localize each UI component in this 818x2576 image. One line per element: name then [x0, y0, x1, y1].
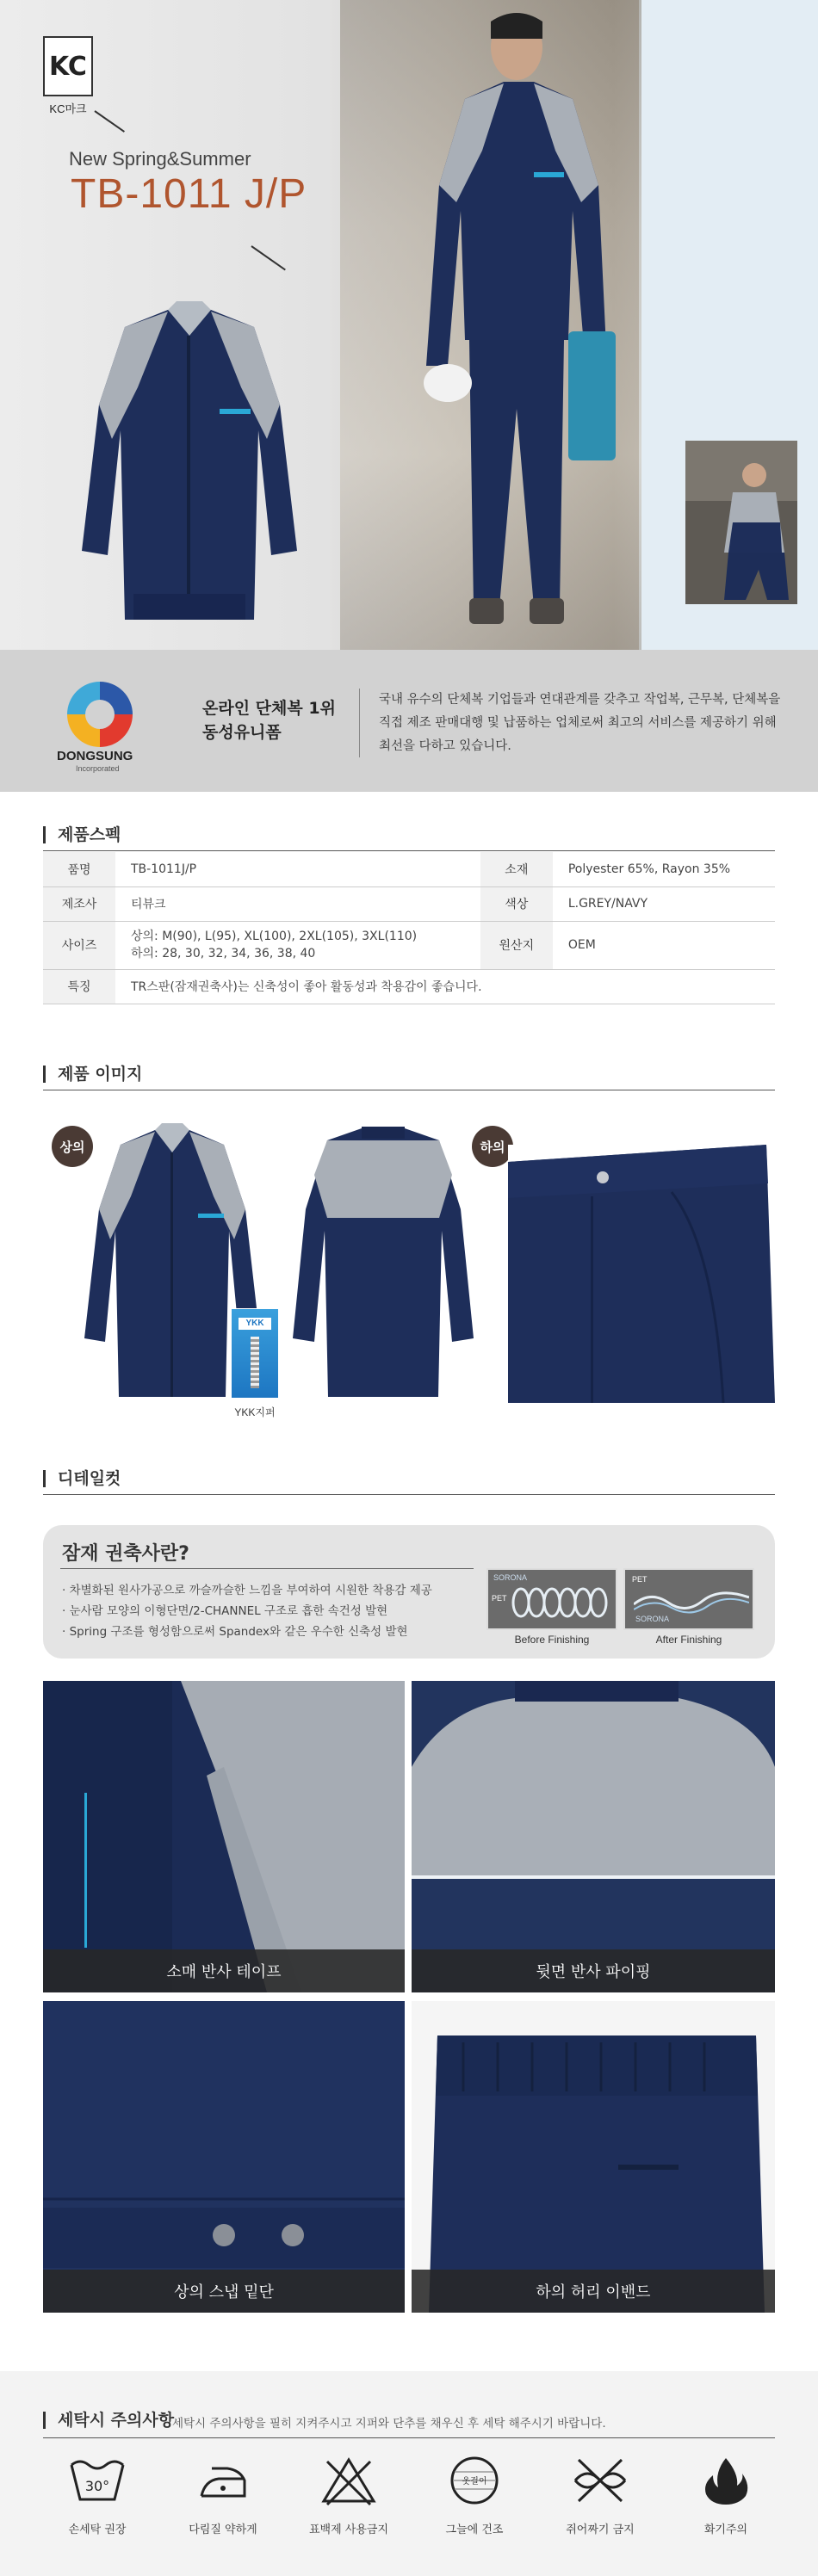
spec-label: 소재: [480, 852, 553, 886]
pants-product: [508, 1145, 775, 1403]
brand-description: 국내 유수의 단체복 기업들과 연대관계를 갖추고 작업복, 근무복, 단체복을 직접 제조 판매대행 및 납품하는 업체로써 최고의 서비스를 제공하기 위해 최선을 다하고 있습니다.: [379, 693, 781, 753]
jacket-front-image: [65, 301, 314, 633]
detail-photo-sleeve: [43, 1681, 405, 1992]
spec-table: [43, 852, 775, 1004]
care-item-shade-dry: [427, 2455, 522, 2536]
spec-value: TB-1011J/P: [115, 852, 480, 886]
kc-logo: KC: [43, 36, 93, 96]
spec-label: 품명: [43, 852, 115, 886]
care-title-rule: [43, 2437, 775, 2438]
ykk-logo: YKK: [239, 1318, 271, 1330]
kc-caption: KC마크: [49, 102, 87, 115]
ykk-caption: YKK지퍼: [234, 1406, 276, 1418]
care-item-no-wring: [553, 2455, 648, 2536]
detail-section-title: 디테일컷: [43, 1470, 121, 1487]
spec-label: 색상: [480, 886, 553, 921]
before-finishing-caption: Before Finishing: [514, 1634, 590, 1646]
care-label: 표백제 사용금지: [308, 2523, 389, 2536]
care-label: 그늘에 건조: [445, 2523, 504, 2536]
after-sorona-label: SORONA: [635, 1615, 670, 1623]
bottom-badge: 하의: [472, 1126, 513, 1167]
inset-model-photo: [685, 441, 797, 604]
care-item-no-bleach: [301, 2455, 396, 2536]
care-note: 세탁시 주의사항을 필히 지켜주시고 지퍼와 단추를 채우신 후 세탁 해주시기 바랍니다.: [172, 2417, 606, 2431]
care-label: 쥐어짜기 금지: [566, 2523, 635, 2536]
detail-photo-caption: 상의 스냅 밑단: [43, 2270, 405, 2313]
kc-mark: [43, 36, 93, 115]
spec-section-title: 제품스펙: [43, 826, 121, 843]
detail-photo-snap-hem: [43, 2001, 405, 2313]
zipper-teeth: [251, 1337, 259, 1388]
jacket-back-product: [280, 1123, 486, 1407]
table-row: [43, 969, 775, 1004]
spec-value: Polyester 65%, Rayon 35%: [553, 852, 775, 886]
care-label: 다림질 약하게: [189, 2523, 257, 2536]
shrink-line: · Spring 구조를 형성함으로써 Spandex와 같은 우수한 신축성 발현: [62, 1625, 408, 1639]
shrink-line: · 차별화된 원사가공으로 까슬까슬한 느낌을 부여하여 시원한 착용감 제공: [62, 1584, 432, 1597]
care-label: 손세탁 권장: [68, 2523, 127, 2536]
shade-dry-icon: [444, 2455, 505, 2506]
before-sorona-label: SORONA: [493, 1573, 528, 1582]
care-item-iron: [176, 2455, 270, 2536]
before-finishing-swatch: [486, 1568, 617, 1630]
spec-label: 사이즈: [43, 921, 115, 969]
hero-model-name: TB-1011 J/P: [71, 171, 307, 217]
table-row: [43, 886, 775, 921]
brand-tagline-1: 온라인 단체복 1위: [202, 699, 336, 718]
table-row: [43, 921, 775, 969]
care-item-hand-wash: [50, 2455, 145, 2536]
spec-title-rule: [43, 850, 775, 851]
detail-photo-caption: 소매 반사 테이프: [43, 1949, 405, 1992]
spec-value: 티뷰크: [115, 886, 480, 921]
before-pet-label: PET: [492, 1594, 507, 1603]
care-icons-row: [50, 2455, 773, 2536]
ykk-zipper-tag: [231, 1308, 279, 1399]
shrink-title: 잠재 권축사란?: [62, 1543, 189, 1565]
shade-text: 옷걸이: [462, 2477, 487, 2486]
wave-fiber-icon: [634, 1585, 749, 1616]
detail-photo-waistband: [412, 2001, 775, 2313]
no-wring-icon: [570, 2455, 630, 2506]
size-top: 상의: M(90), L(95), XL(100), 2XL(105), 3XL(110): [131, 930, 418, 943]
spec-label: 원산지: [480, 921, 553, 969]
shrink-line: · 눈사람 모양의 이형단면/2-CHANNEL 구조로 흡한 속건성 발현: [62, 1604, 388, 1618]
spec-value: [115, 921, 480, 969]
fire-icon: [696, 2455, 756, 2506]
care-item-fire: [679, 2455, 773, 2536]
images-section-title: 제품 이미지: [43, 1066, 142, 1083]
brand-name: DONGSUNG: [57, 749, 133, 763]
no-bleach-icon: [319, 2455, 379, 2506]
spec-value: OEM: [553, 921, 775, 969]
after-finishing-swatch: [623, 1568, 754, 1630]
detail-photo-caption: 뒷면 반사 파이핑: [412, 1949, 775, 1992]
detail-photo-back-piping: [412, 1681, 775, 1992]
after-pet-label: PET: [632, 1575, 648, 1584]
spec-label: 특징: [43, 969, 115, 1004]
spring-coil-icon: [511, 1584, 614, 1622]
top-badge: 상의: [52, 1126, 93, 1167]
hero-subtitle: New Spring&Summer: [69, 148, 251, 170]
iron-low-icon: [193, 2455, 253, 2506]
care-label: 화기주의: [703, 2523, 748, 2536]
spec-value: TR스판(잠재권축사)는 신축성이 좋아 활동성과 착용감이 좋습니다.: [115, 969, 775, 1004]
table-row: [43, 852, 775, 886]
brand-tagline-2: 동성유니폼: [202, 723, 282, 742]
brand-sub: Incorporated: [76, 764, 120, 773]
wash-temp-text: 30°: [84, 2478, 110, 2494]
shrink-title-rule: [60, 1568, 474, 1569]
brand-divider: [359, 689, 360, 757]
wash-30-icon: [67, 2455, 127, 2506]
model-photo: [379, 4, 637, 646]
detail-photo-caption: 하의 허리 이밴드: [412, 2270, 775, 2313]
size-bottom: 하의: 28, 30, 32, 34, 36, 38, 40: [131, 947, 316, 961]
spec-value: L.GREY/NAVY: [553, 886, 775, 921]
care-section-title: 세탁시 주의사항: [43, 2412, 174, 2429]
detail-title-rule: [43, 1494, 775, 1495]
after-finishing-caption: After Finishing: [655, 1634, 722, 1646]
spec-label: 제조사: [43, 886, 115, 921]
